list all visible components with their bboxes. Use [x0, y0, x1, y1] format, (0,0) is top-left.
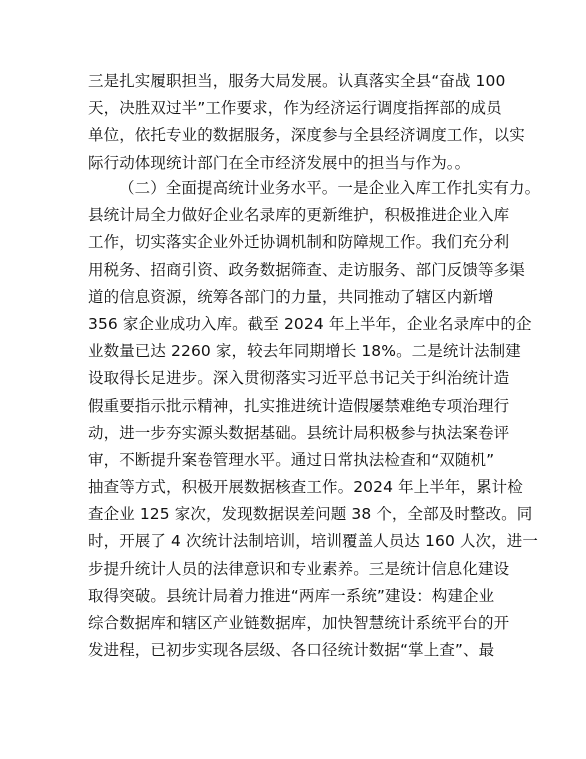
text-line: 道的信息资源，统筹各部门的力量，共同推动了辖区内新增 — [88, 287, 494, 306]
text-line: 业数量已达 2260 家，较去年同期增长 18%。二是统计法制建 — [88, 342, 521, 361]
text-line: 工作，切实落实企业外迁协调机制和防障规工作。我们充分利 — [88, 233, 510, 252]
paragraph-1 — [88, 68, 525, 177]
text-line: 查企业 125 家次，发现数据误差问题 38 个，全部及时整改。同 — [88, 505, 533, 524]
text-line: 用税务、招商引资、政务数据筛查、走访服务、部门反馈等多渠 — [88, 260, 525, 279]
text-line: 单位，依托专业的数据服务，深度参与全县经济调度工作，以实 — [88, 126, 525, 145]
text-line: （二）全面提高统计业务水平。一是企业入库工作扎实有力。 — [119, 179, 541, 197]
text-line: 动，进一步夯实源头数据基础。县统计局积极参与执法案卷评 — [88, 423, 510, 442]
text-line: 取得突破。县统计局着力推进“两库一系统”建设：构建企业 — [88, 586, 495, 605]
text-line: 综合数据库和辖区产业链数据库，加快智慧统计系统平台的开 — [88, 614, 510, 632]
text-line: 时，开展了 4 次统计法制培训，培训覆盖人员达 160 人次，进一 — [88, 532, 538, 551]
text-line: 县统计局全力做好企业名录库的更新维护，积极推进企业入库 — [88, 206, 510, 225]
text-line: 三是扎实履职担当，服务大局发展。认真落实全县“奋战 100 — [88, 72, 506, 90]
text-line: 步提升统计人员的法律意识和专业素养。三是统计信息化建设 — [88, 559, 510, 578]
text-line: 抽查等方式，积极开展数据核查工作。2024 年上半年，累计检 — [88, 478, 523, 497]
text-line: 356 家企业成功入库。截至 2024 年上半年，企业名录库中的企 — [88, 314, 532, 333]
text-line: 设取得长足进步。深入贯彻落实习近平总书记关于纠治统计造 — [88, 369, 510, 388]
paragraph-2 — [88, 175, 541, 664]
text-line: 审，不断提升案卷管理水平。通过日常执法检查和“双随机” — [88, 450, 495, 469]
text-line: 际行动体现统计部门在全市经济发展中的担当与作为。。 — [88, 153, 471, 172]
text-line: 天，决胜双过半”工作要求，作为经济运行调度指挥部的成员 — [88, 99, 502, 118]
text-line: 假重要指示批示精神，扎实推进统计造假屡禁难绝专项治理行 — [88, 396, 510, 415]
text-line: 发进程，已初步实现各层级、各口径统计数据“掌上查”、最 — [88, 641, 495, 660]
